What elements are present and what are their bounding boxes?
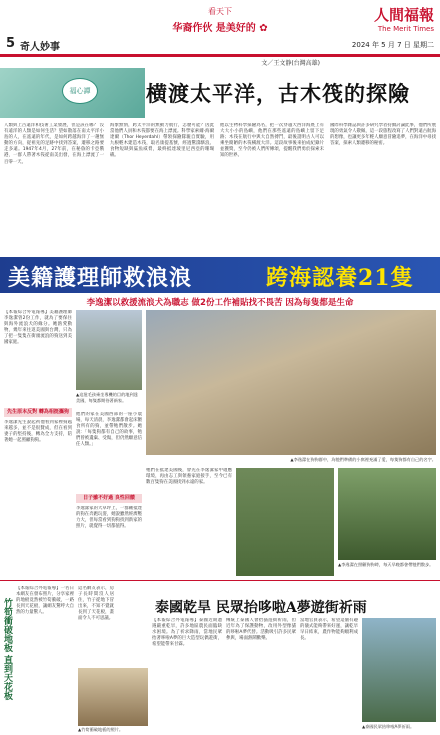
story2-subhead-1: 先生原本反對 轉為相挺攜狗 [4,408,72,417]
story3-photo-caption: ▲竹筍衝破地板的照片。 [78,727,124,732]
story2-column-3: 牠們在抵達美國後，會先在李逸潔家中適應環境，再由志工與領養家庭接手，至今已有數百隻狗在美國找到永遠的家。 [146,468,232,486]
story2-column-1: 【本報綜合外電報導】美籍護理師李逸潔曾2份工作，就為了要保住與海外流浪犬的緣分。她熱愛動物，幾年來往返美國與台灣，只為了把一隻隻在街頭流浪的狗送到美國家庭。 [4,310,72,346]
story2-column-2b: 李逸潔家的大草坪上，一群剛抵達的狗在奔跑玩耍，她說雖然經濟壓力大，但每當看到狗狗找到新家的照片，就覺得一切都值得。 [76,506,142,530]
story3-column-2: 這名網友表示，房子長時間沒人居住，竹子從地下冒出來，不知不覺就長到了天花板，畫面令人不可思議。 [78,586,114,622]
column-badge: 福心譚 [62,78,98,104]
story4-photo [362,618,436,722]
story2-main-photo-caption: ▲李逸潔在狗狗群中，為牠們準備的小窩裡充滿了愛，每隻狗都有自己的名字。 [290,457,436,462]
story4-headline: 泰國乾旱 民眾抬哆啦A夢遊街祈雨 [155,600,367,616]
story2-headline-part2: 跨海認養21隻 [266,265,414,291]
story1-column-3: 他以生物科學探險為名，把一次穿越大西洋海底上有大大小小的島嶼，他們在那些遙遠的島嶼上留下足跡；木筏在航行中與大自然搏鬥，最後證明古人可以乘坐簡陋的木筏橫渡大洋。這段故事後來拍成紀錄片並獲獎，至今仍被人們所傳頌，提醒我們勇於探索未知的世界。 [220,123,324,159]
story2-main-photo [146,310,436,455]
story2-headline-part1: 美籍護理師救浪浪 [8,265,193,291]
masthead [338,4,434,33]
category-label: 看天下 [208,7,232,16]
story2-column-1b: 李逸潔先生說起初他看到家裡狗越來越多，並不是很贊成，但在看到妻子的堅持後，轉為全力支持，陪著她一起照顧狗狗。 [4,420,72,444]
story4-column-1: 【本報綜合外電報導】泰國近期遭遇嚴重乾旱，許多地區農民面臨缺水困境。為了祈求降雨，當地民眾抬著哆啦A夢的巨大造型玩偶遊街，希望能帶來甘霖。 [152,618,222,648]
story2-subhead-2: 日子雖不好過 良性回饋 [76,494,142,503]
story4-photo-caption: ▲泰國民眾抬哆啦A夢祈雨。 [362,724,415,729]
story1-column-2: 海象無情，跨太平洋的無動力航行，怎麼可能？因此當他們人員和木筏都要在海上漂流。科學家索爾·海爾達爾（Thor Heyerdahl）帶領探險隊親自實驗，用九根輕木建造木筏，取名康提基號，經過驚濤駭浪、食物短缺與鯊魚威脅，最終抵達玻里尼西亞的珊瑚礁。 [110,123,214,159]
story3-photo [78,668,148,726]
paper-name: 人間福報 [373,6,434,24]
story1-headline: 横渡太平洋，古木筏的探險 [146,81,410,106]
story4-column-3: 當地官員表示，希望這個有趣的儀式能夠帶來好運，讓乾旱早日結束，農作物能夠順利成長。 [300,618,358,642]
page-number: 5 [6,36,16,51]
story4-column-2: 傳統上泰國人會抬貓遊街祈雨，但近年為了保護動物，改用外型像貓的哆啦A夢代替。活動吸引許多民眾參與，場面熱鬧歡樂。 [226,618,296,642]
story2-photo-3-caption: ▲李逸潔在照顧狗狗時，每天早晚都會帶牠們散步。 [338,562,434,567]
story2-photo-1 [76,310,142,390]
story2-photo-4 [338,468,436,560]
section-title: 奇人妙事 [20,42,60,53]
paper-name-en: The Merit Times [377,25,434,33]
story1-column-1: 人類與上古遠洋和技術工業發展，但是該在哪？ 沒有遠洋的人類是如何生活？望如散落在南太平洋小島的人，在遙遠的年代，是如何跨越海洋了一趟無動的方向，從祖先的足跡中找到答案，遷移之路要走多遠。1947年4月，27年前，在秘魯的卡亞俄港，一群人帶著木筏從南美出發，在海上漂流了一百零一天。 [4,123,104,165]
byline: 文／王文静(台灣高雄) [261,60,320,67]
section-logo [160,6,280,34]
story2-photo-3 [236,468,334,576]
story2-photo-1-caption: ▲這批毛孩乘坐專機的目的地到達美國，每隻都期待著新家。 [76,392,138,403]
section-divider [0,580,440,581]
story3-vertical-headline: 竹筍衝破地板 直到天花板 [2,598,12,701]
slogan-text: 华裔作伙 是美好的 ✿ [172,23,268,34]
story1-illustration [0,68,145,118]
story2-column-2: 他們的家在美國西部的一座小農場，每天清晨，李逸潔都會起床餵食所有的狗，並帶牠們散步。她說：「每隻狗都有自己的故事，牠們曾被遺棄、受傷，但仍然願意信任人類。」 [76,412,142,448]
header-rule [0,54,440,57]
issue-date: 2024 年 5 月 7 日 星期二 [351,41,434,49]
story1-column-4: 國際科學雜誌與許多研究學者持續討論此事，他們所展現的勇氣令人敬佩，這一段旅程改寫了人們對遠古航海的想像，也讓更多年輕人願意冒險追夢，在海洋中尋找答案，探索人類遷移的秘密。 [330,123,436,147]
story3-column-1: 【本報綜合外電報導】一名日本網友在發布照片，分享家裡的地板竟然被竹筍衝破，一路長到天花板，讓網友驚呼大自然的力量驚人。 [16,586,74,616]
story2-subheadline: 李逸潔以救援流浪犬為職志 做2份工作補貼找不畏苦 因為每隻都是生命 [86,298,354,308]
